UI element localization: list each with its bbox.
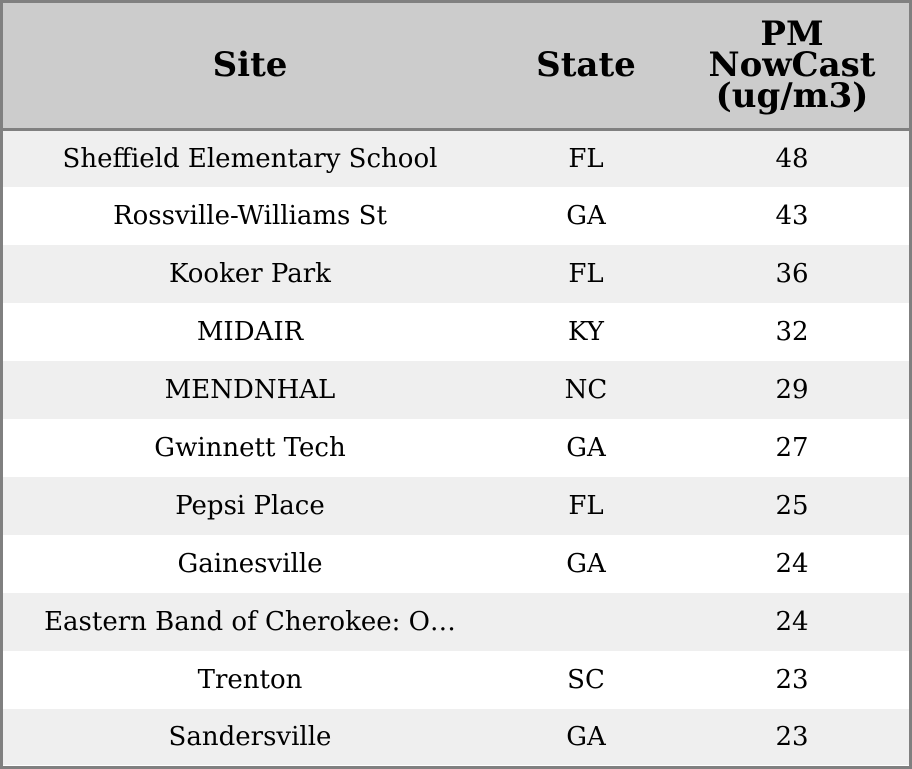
cell-site: Eastern Band of Cherokee: O… xyxy=(44,607,456,637)
cell-site: Gwinnett Tech xyxy=(154,433,346,463)
cell-state: FL xyxy=(568,259,604,289)
cell-pm-nowcast: 29 xyxy=(775,375,809,405)
table-row xyxy=(3,361,909,419)
table-row xyxy=(3,187,909,245)
column-header-state: State xyxy=(497,3,675,129)
pm-nowcast-table xyxy=(3,3,909,765)
cell-site: Trenton xyxy=(197,665,303,695)
cell-state: GA xyxy=(566,201,606,231)
column-header-site: Site xyxy=(3,3,497,129)
table-row xyxy=(3,245,909,303)
table-body xyxy=(3,129,909,765)
cell-pm-nowcast: 23 xyxy=(775,665,809,695)
cell-state: FL xyxy=(568,143,604,174)
table-row xyxy=(3,593,909,651)
header-row xyxy=(3,3,909,129)
cell-state xyxy=(497,593,675,651)
cell-pm-nowcast: 23 xyxy=(775,722,809,752)
table-header xyxy=(3,3,909,129)
cell-pm-nowcast: 48 xyxy=(775,143,809,174)
cell-site: Rossville-Williams St xyxy=(113,201,387,231)
cell-state: GA xyxy=(566,549,606,579)
cell-pm-nowcast: 43 xyxy=(775,201,809,231)
cell-state: GA xyxy=(566,722,606,752)
cell-site: Kooker Park xyxy=(169,259,331,289)
table-row xyxy=(3,709,909,765)
cell-state: SC xyxy=(567,665,605,695)
table-row xyxy=(3,477,909,535)
cell-pm-nowcast: 27 xyxy=(775,433,809,463)
cell-site: Pepsi Place xyxy=(175,491,325,521)
cell-state: FL xyxy=(568,491,604,521)
cell-state: KY xyxy=(568,317,604,347)
table-row xyxy=(3,129,909,187)
cell-site: MENDNHAL xyxy=(164,375,336,405)
cell-site: Sandersville xyxy=(168,722,332,752)
cell-pm-nowcast: 24 xyxy=(775,549,809,579)
column-header-pm-nowcast-text: PM NowCast (ug/m3) xyxy=(708,13,876,116)
cell-state: NC xyxy=(564,375,608,405)
column-header-pm-nowcast xyxy=(675,3,909,129)
cell-pm-nowcast: 25 xyxy=(775,491,809,521)
cell-site: MIDAIR xyxy=(196,317,304,347)
table-row xyxy=(3,303,909,361)
table-row xyxy=(3,419,909,477)
cell-site: Gainesville xyxy=(177,549,323,579)
cell-pm-nowcast: 36 xyxy=(775,259,809,289)
cell-pm-nowcast: 24 xyxy=(775,607,809,637)
table-row xyxy=(3,651,909,709)
cell-state: GA xyxy=(566,433,606,463)
cell-site: Sheffield Elementary School xyxy=(62,143,438,174)
table-row xyxy=(3,535,909,593)
cell-pm-nowcast: 32 xyxy=(775,317,809,347)
